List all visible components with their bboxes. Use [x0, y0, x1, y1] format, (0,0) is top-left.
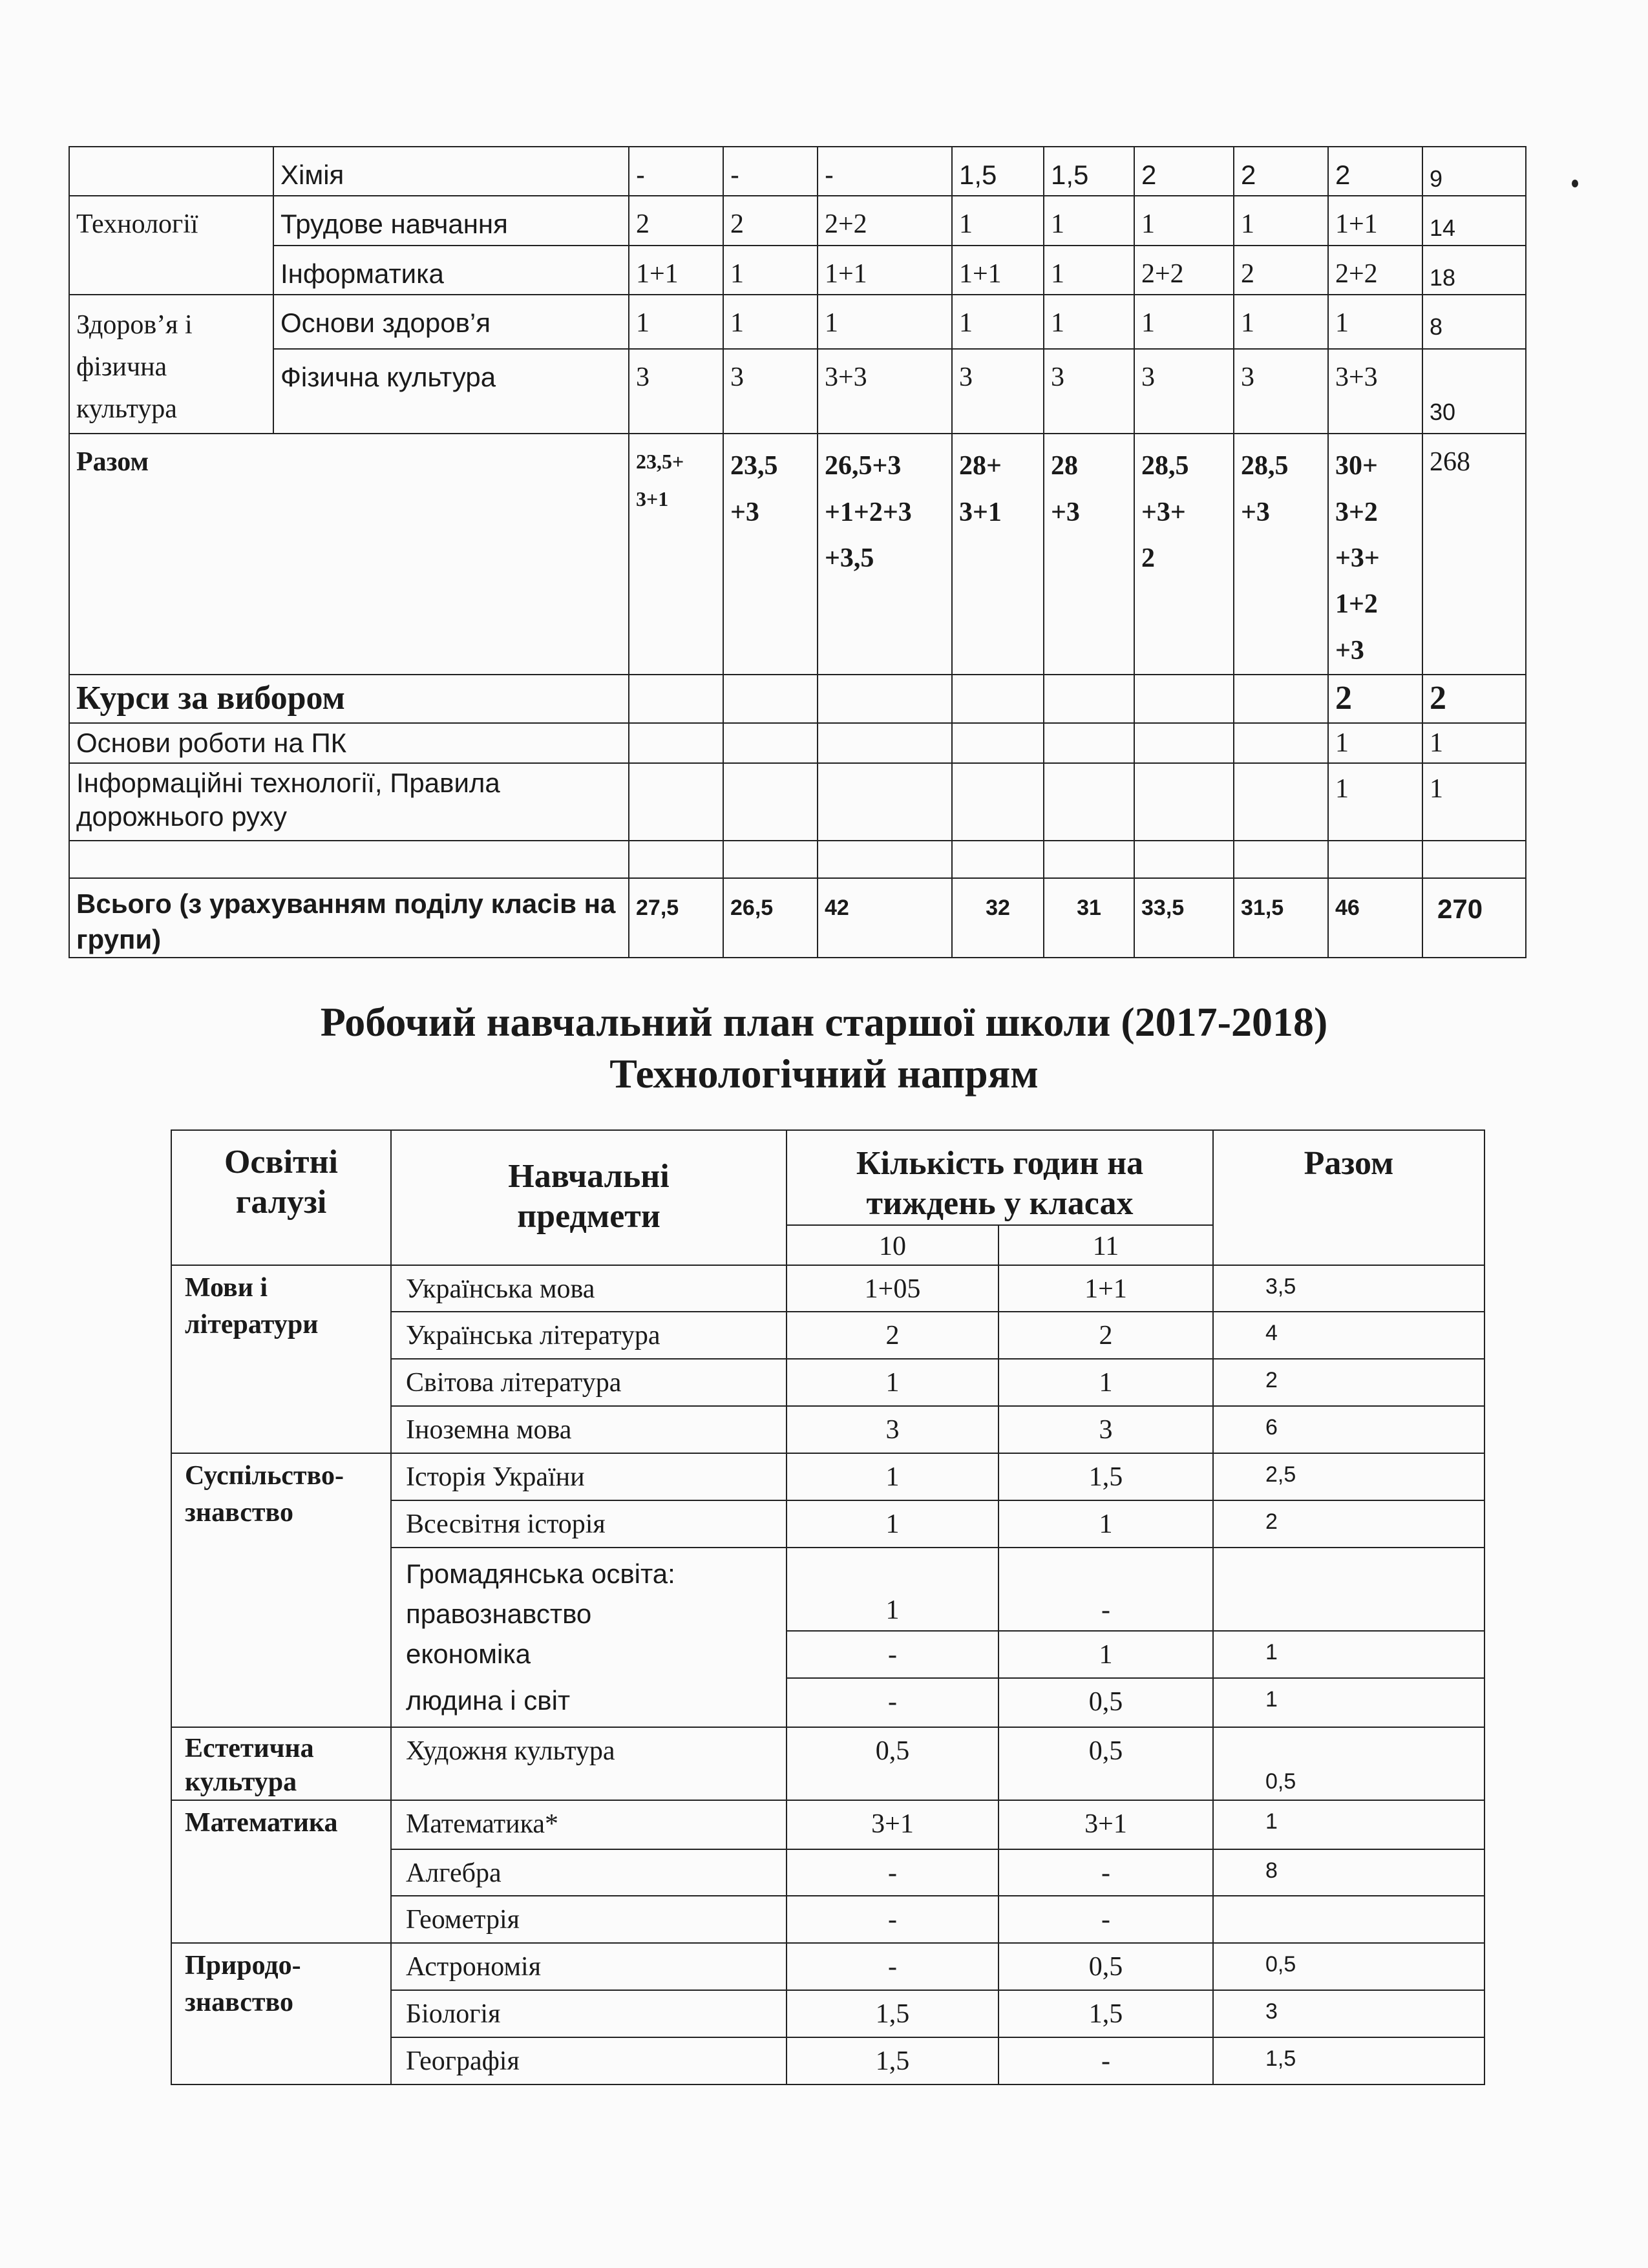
razom-line: +3 — [1241, 497, 1270, 527]
value-cell: 0,5 — [998, 1678, 1213, 1727]
value-cell: 3+1 — [787, 1800, 998, 1849]
razom-line: +3 — [730, 497, 759, 527]
total-cell: 1 — [1422, 763, 1526, 841]
value-cell: - — [998, 1849, 1213, 1896]
razom-line: 26,5+3 — [825, 451, 902, 481]
value-cell: 2 — [998, 1312, 1213, 1359]
electives-row — [69, 675, 1526, 723]
total-cell: 4 — [1213, 1312, 1484, 1359]
value-cell: 1 — [998, 1500, 1213, 1548]
table-row — [69, 196, 1526, 245]
razom-value — [818, 434, 952, 675]
table-row — [171, 1800, 1484, 1849]
value-cell: 3 — [952, 349, 1044, 434]
value-cell: 3+3 — [1328, 349, 1422, 434]
total-cell: 1 — [1213, 1678, 1484, 1727]
subject-cell: Алгебра — [391, 1849, 787, 1896]
razom-value — [1328, 434, 1422, 675]
value-cell: 1 — [1044, 196, 1134, 245]
value-cell: 1,5 — [787, 2037, 998, 2084]
table-row — [69, 147, 1526, 196]
razom-line: 3+2 — [1335, 497, 1378, 527]
elective-label: Основи роботи на ПК — [69, 723, 629, 763]
value-cell: 27,5 — [629, 878, 723, 958]
total-cell: 18 — [1422, 246, 1526, 295]
razom-row — [69, 434, 1526, 675]
razom-value — [1134, 434, 1234, 675]
header-area: Освітні галузі — [171, 1130, 391, 1265]
razom-line: 23,5+ — [636, 450, 684, 474]
razom-label: Разом — [69, 434, 629, 675]
razom-value — [723, 434, 818, 675]
value-cell: 1 — [818, 295, 952, 349]
subject-cell: Художня культура — [391, 1727, 787, 1800]
value-cell: 1+1 — [998, 1265, 1213, 1312]
razom-line: 28+ — [959, 451, 1002, 481]
header-subjects: Навчальні предмети — [391, 1130, 787, 1265]
razom-line: 28 — [1051, 451, 1078, 481]
total-cell: 8 — [1422, 295, 1526, 349]
value-cell: 31,5 — [1234, 878, 1328, 958]
subject-cell: Основи здоров’я — [273, 295, 629, 349]
value-cell: 3+1 — [998, 1800, 1213, 1849]
scan-speck — [1572, 180, 1578, 187]
value-cell: 3 — [1134, 349, 1234, 434]
group-social-studies: Суспільство-знавство — [171, 1453, 391, 1727]
total-cell: 0,5 — [1213, 1943, 1484, 1990]
subject-cell: Іноземна мова — [391, 1406, 787, 1453]
page-subtitle: Технологічний напрям — [609, 1051, 1039, 1097]
subject-cell: Астрономія — [391, 1943, 787, 1990]
header-total: Разом — [1213, 1130, 1484, 1265]
subject-cell: Географія — [391, 2037, 787, 2084]
total-cell: 1,5 — [1213, 2037, 1484, 2084]
value-cell: 1,5 — [1044, 147, 1134, 196]
total-cell: 2 — [1213, 1359, 1484, 1406]
value-cell: 1 — [629, 295, 723, 349]
table-row — [69, 349, 1526, 434]
value-cell: 2 — [787, 1312, 998, 1359]
value-cell: 1 — [1328, 295, 1422, 349]
value-cell: 1 — [723, 246, 818, 295]
value-cell: 0,5 — [787, 1727, 998, 1800]
value-cell: 0,5 — [998, 1943, 1213, 1990]
total-cell: 9 — [1422, 147, 1526, 196]
subject-cell: Світова література — [391, 1359, 787, 1406]
table-row — [69, 246, 1526, 295]
value-cell: 3 — [1234, 349, 1328, 434]
value-cell: 1 — [787, 1453, 998, 1500]
value-cell: - — [787, 1849, 998, 1896]
civic-line: економіка — [406, 1639, 531, 1670]
value-cell: 1+1 — [818, 246, 952, 295]
value-cell: 2+2 — [818, 196, 952, 245]
civic-line: правознавство — [406, 1599, 592, 1630]
value-cell: 1 — [1044, 246, 1134, 295]
total-cell: 0,5 — [1213, 1727, 1484, 1800]
table-row — [171, 1453, 1484, 1500]
value-cell: 2 — [723, 196, 818, 245]
razom-line: 28,5 — [1241, 451, 1289, 481]
subject-cell: Українська мова — [391, 1265, 787, 1312]
value-cell: - — [629, 147, 723, 196]
razom-value — [952, 434, 1044, 675]
value-cell: 2 — [1328, 675, 1422, 723]
page-title: Робочий навчальний план старшої школи (2017-2018) — [320, 999, 1328, 1045]
value-cell: 2 — [1234, 246, 1328, 295]
value-cell: 1 — [723, 295, 818, 349]
razom-line: 1+2 — [1335, 589, 1378, 620]
subject-cell: Інформатика — [273, 246, 629, 295]
value-cell: 1,5 — [787, 1990, 998, 2037]
table-row — [69, 763, 1526, 841]
value-cell: 1+1 — [629, 246, 723, 295]
table-row — [69, 723, 1526, 763]
razom-line: 3+1 — [959, 497, 1002, 527]
value-cell: 1 — [952, 196, 1044, 245]
total-cell: 2 — [1213, 1500, 1484, 1548]
header-grade-11: 11 — [998, 1225, 1213, 1266]
value-cell: 3 — [629, 349, 723, 434]
value-cell: 33,5 — [1134, 878, 1234, 958]
value-cell: 2+2 — [1328, 246, 1422, 295]
subject-cell: Трудове навчання — [273, 196, 629, 245]
total-cell — [1213, 1548, 1484, 1630]
value-cell: 1 — [787, 1500, 998, 1548]
razom-line: 23,5 — [730, 451, 778, 481]
value-cell: 1 — [1234, 196, 1328, 245]
razom-line: 28,5 — [1141, 451, 1189, 481]
value-cell: 1 — [1134, 295, 1234, 349]
header-row — [171, 1130, 1484, 1225]
value-cell: 1 — [1328, 723, 1422, 763]
value-cell: - — [787, 1678, 998, 1727]
subject-cell: Біологія — [391, 1990, 787, 2037]
group-health-line: фізична — [76, 352, 167, 383]
value-cell: 1 — [787, 1359, 998, 1406]
value-cell: 3 — [787, 1406, 998, 1453]
total-cell: 1 — [1213, 1800, 1484, 1849]
subject-cell: Українська література — [391, 1312, 787, 1359]
value-cell: - — [998, 2037, 1213, 2084]
electives-label: Курси за вибором — [69, 675, 629, 723]
total-cell: 30 — [1422, 349, 1526, 434]
value-cell: 42 — [818, 878, 952, 958]
value-cell: 1 — [998, 1631, 1213, 1678]
subject-cell: Всесвітня історія — [391, 1500, 787, 1548]
value-cell: 3+3 — [818, 349, 952, 434]
razom-line: +3+ — [1141, 497, 1186, 527]
elective-label: Інформаційні технології, Правила дорожнього руху — [69, 763, 629, 841]
razom-line: 30+ — [1335, 451, 1378, 481]
total-cell: 1 — [1213, 1631, 1484, 1678]
group-health-line: культура — [76, 394, 177, 425]
civic-line: Громадянська освіта: — [406, 1559, 675, 1590]
razom-value — [1234, 434, 1328, 675]
value-cell: 2+2 — [1134, 246, 1234, 295]
razom-total: 268 — [1422, 434, 1526, 675]
value-cell: 3 — [998, 1406, 1213, 1453]
value-cell: 2 — [1134, 147, 1234, 196]
group-health — [69, 295, 273, 434]
grand-label: Всього (з урахуванням поділу класів на групи) — [69, 878, 629, 958]
value-cell: - — [818, 147, 952, 196]
empty-row — [69, 841, 1526, 878]
total-cell: 2 — [1422, 675, 1526, 723]
subject-cell: Геометрія — [391, 1896, 787, 1943]
value-cell: 1 — [1134, 196, 1234, 245]
value-cell: 32 — [952, 878, 1044, 958]
value-cell: 1+1 — [952, 246, 1044, 295]
razom-value — [1044, 434, 1134, 675]
group-natural-science: Природо-знавство — [171, 1943, 391, 2084]
civic-education-cell — [391, 1548, 787, 1727]
civic-line: людина і світ — [406, 1685, 571, 1716]
razom-value — [629, 434, 723, 675]
subject-cell: Фізична культура — [273, 349, 629, 434]
razom-line: +3,5 — [825, 543, 874, 573]
razom-line: +3 — [1051, 497, 1080, 527]
value-cell: 1 — [952, 295, 1044, 349]
total-cell — [1213, 1896, 1484, 1943]
senior-school-plan-table — [171, 1129, 1485, 2085]
value-cell: 1,5 — [998, 1453, 1213, 1500]
value-cell: 1 — [998, 1359, 1213, 1406]
group-health-line: Здоров’я і — [76, 310, 193, 341]
value-cell: 2 — [1328, 147, 1422, 196]
value-cell: 1 — [1328, 763, 1422, 841]
value-cell: 1,5 — [998, 1990, 1213, 2037]
header-hours: Кількість годин на тиждень у класах — [787, 1130, 1213, 1225]
value-cell: - — [998, 1548, 1213, 1630]
top-curriculum-table — [69, 146, 1527, 958]
razom-line: +1+2+3 — [825, 497, 912, 527]
value-cell: 3 — [723, 349, 818, 434]
table-row — [69, 295, 1526, 349]
group-math: Математика — [171, 1800, 391, 1943]
total-cell: 6 — [1213, 1406, 1484, 1453]
value-cell: - — [787, 1631, 998, 1678]
grand-total-row — [69, 878, 1526, 958]
value-cell: 26,5 — [723, 878, 818, 958]
total-cell: 8 — [1213, 1849, 1484, 1896]
total-cell: 3 — [1213, 1990, 1484, 2037]
value-cell: - — [787, 1943, 998, 1990]
value-cell: 46 — [1328, 878, 1422, 958]
razom-line: +3 — [1335, 635, 1364, 666]
value-cell: 0,5 — [998, 1727, 1213, 1800]
total-cell: 3,5 — [1213, 1265, 1484, 1312]
value-cell: - — [787, 1896, 998, 1943]
total-cell: 270 — [1422, 878, 1526, 958]
group-cell — [69, 147, 273, 196]
group-languages: Мови і літератури — [171, 1265, 391, 1453]
value-cell: 1 — [787, 1548, 998, 1630]
razom-line: 3+1 — [636, 487, 669, 510]
subject-cell: Хімія — [273, 147, 629, 196]
total-cell: 14 — [1422, 196, 1526, 245]
value-cell: 3 — [1044, 349, 1134, 434]
subject-cell: Математика* — [391, 1800, 787, 1849]
value-cell: 2 — [629, 196, 723, 245]
value-cell: 1+05 — [787, 1265, 998, 1312]
value-cell: 1+1 — [1328, 196, 1422, 245]
razom-line: +3+ — [1335, 543, 1380, 573]
table-row — [171, 1943, 1484, 1990]
group-technology: Технології — [69, 196, 273, 295]
header-grade-10: 10 — [787, 1225, 998, 1266]
total-cell: 1 — [1422, 723, 1526, 763]
subject-cell: Історія України — [391, 1453, 787, 1500]
group-aesthetic: Естетична культура — [171, 1727, 391, 1800]
value-cell: - — [723, 147, 818, 196]
value-cell: - — [998, 1896, 1213, 1943]
value-cell: 1,5 — [952, 147, 1044, 196]
value-cell: 1 — [1044, 295, 1134, 349]
table-row — [171, 1727, 1484, 1800]
value-cell: 2 — [1234, 147, 1328, 196]
value-cell: 31 — [1044, 878, 1134, 958]
razom-line: 2 — [1141, 543, 1155, 573]
table-row — [171, 1265, 1484, 1312]
value-cell: 1 — [1234, 295, 1328, 349]
total-cell: 2,5 — [1213, 1453, 1484, 1500]
